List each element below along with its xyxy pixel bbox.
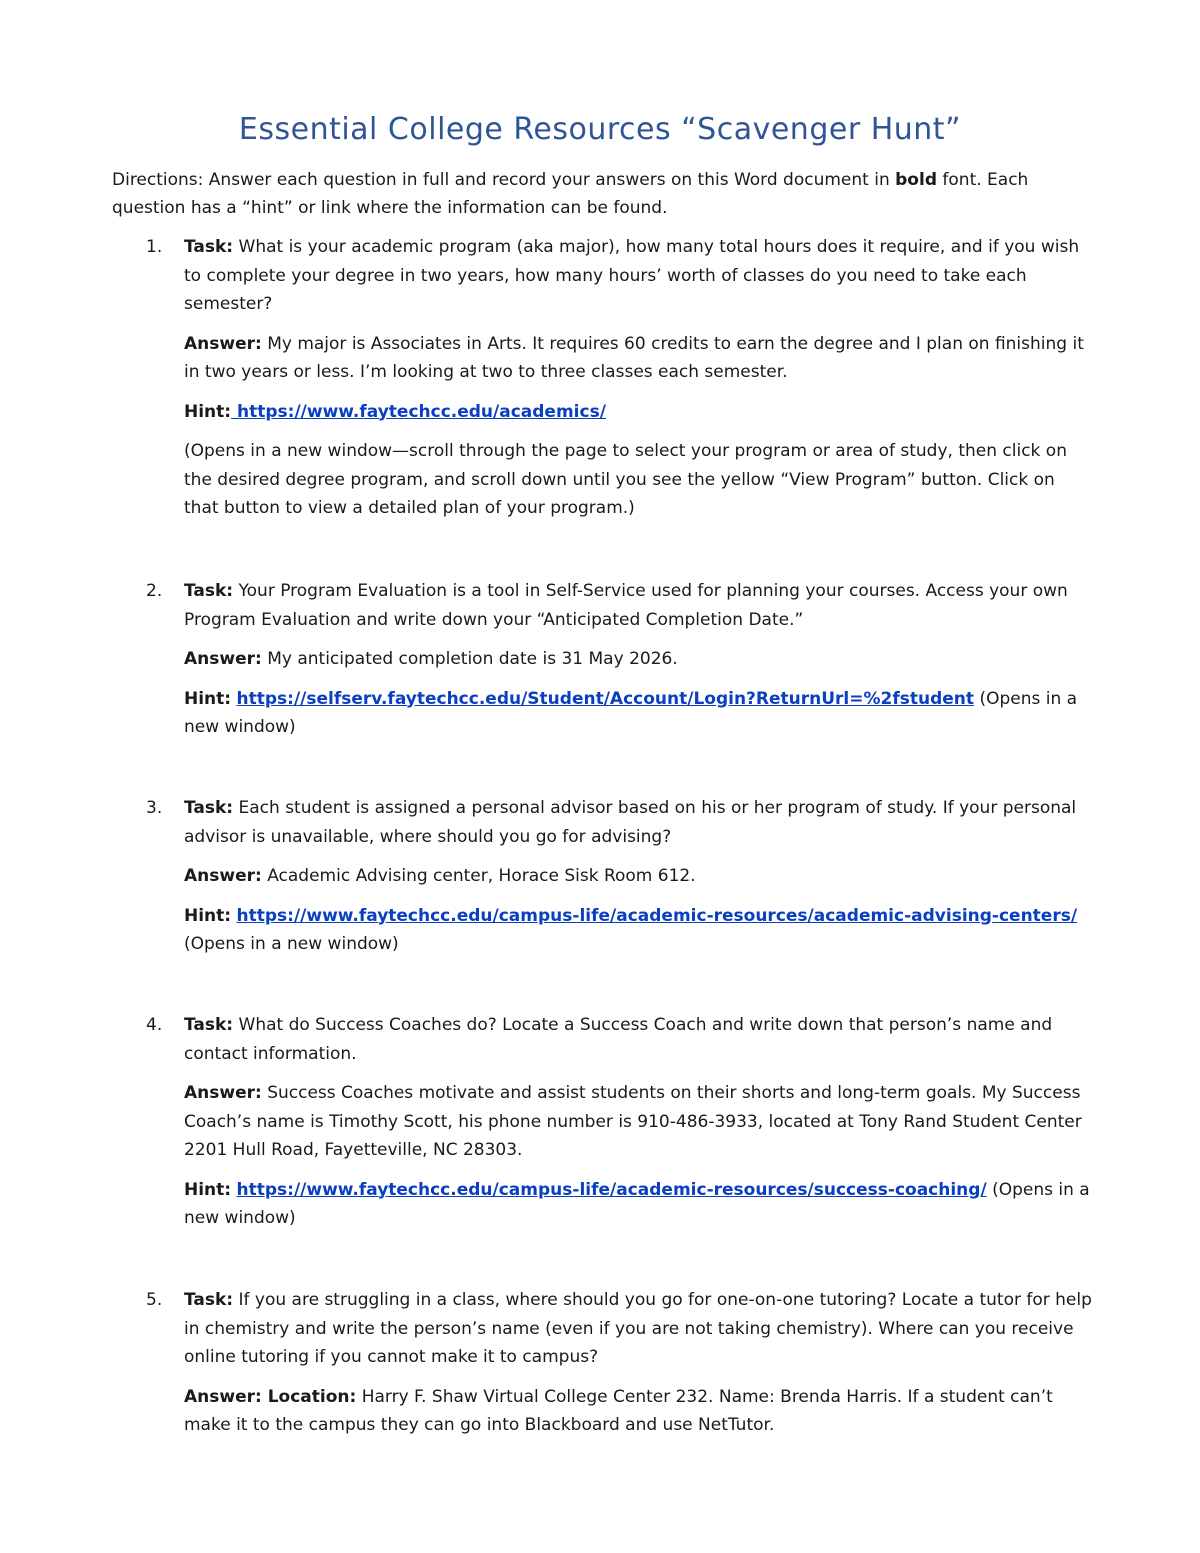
question-number: 5. [146,1290,163,1310]
hint-paragraph [184,398,1092,427]
question-number: 3. [146,798,163,818]
hint-label: Hint: [184,1179,232,1200]
hint-link[interactable]: https://www.faytechcc.edu/campus-life/academic-resources/academic-advising-centers/ [236,905,1078,926]
task-label: Task: [184,1015,234,1035]
task-paragraph [184,1011,1092,1068]
directions-paragraph [112,166,1072,222]
task-paragraph [184,577,1092,634]
question-number: 1. [146,237,163,257]
task-text: Your Program Evaluation is a tool in Self-Service used for planning your courses. Access your own Program Evaluation and write down your “Anticipated Completion Date.” [184,581,1068,630]
question-3 [112,794,1092,970]
answer-location-label: Location: [261,1386,357,1407]
answer-text: My major is Associates in Arts. It requires 60 credits to earn the degree and I plan on finishing it in two years or less. I’m looking at two to three classes each semester. [184,333,1084,382]
answer-paragraph [184,1079,1092,1165]
question-5 [112,1286,1092,1451]
answer-label: Answer: [184,866,262,886]
directions-text: Directions: Answer each question in full and record your answers on this Word document in [112,170,896,190]
task-paragraph [184,1286,1092,1372]
hint-paragraph [184,902,1092,959]
answer-label: Answer: [184,1386,262,1407]
hint-note: (Opens in a new window) [184,1179,1090,1228]
task-paragraph [184,794,1092,851]
task-label: Task: [184,237,234,257]
question-number: 2. [146,581,163,601]
hint-note: (Opens in a new window—scroll through the page to select your program or area of study, then click on the desired degree program, and scroll down until you see the yellow “View Program” button. Click on that button to view a detailed plan of your program.) [184,441,1067,518]
question-number: 4. [146,1015,163,1035]
directions-text-end: font. Each question has a “hint” or link where the information can be found. [112,170,1029,218]
task-text: Each student is assigned a personal advisor based on his or her program of study. If your personal advisor is unavailable, where should you go for advising? [184,798,1077,847]
answer-paragraph [184,862,1092,891]
question-1 [112,233,1092,534]
hint-paragraph [184,685,1092,742]
answer-text: Success Coaches motivate and assist students on their shorts and long-term goals. My Success Coach’s name is Timothy Scott, his phone number is 910-486-3933, located at Tony Rand Student Center 2201 Hull Road, Fayetteville, NC 28303. [184,1083,1082,1160]
answer-paragraph [184,1383,1092,1440]
hint-label: Hint: [184,688,232,709]
answer-text: My anticipated completion date is 31 May 2026. [261,649,678,669]
answer-paragraph [184,330,1092,387]
answer-label: Answer: [184,1083,262,1103]
task-paragraph [184,233,1092,319]
hint-link[interactable]: https://www.faytechcc.edu/campus-life/academic-resources/success-coaching/ [236,1179,987,1200]
answer-text: Academic Advising center, Horace Sisk Room 612. [261,866,696,886]
task-text: What do Success Coaches do? Locate a Success Coach and write down that person’s name and contact information. [184,1015,1053,1064]
task-label: Task: [184,798,234,818]
answer-text: Harry F. Shaw Virtual College Center 232. Name: Brenda Harris. If a student can’t make it to the campus they can go into Blackboard and use NetTutor. [184,1386,1053,1435]
task-text: What is your academic program (aka major), how many total hours does it require, and if you wish to complete your degree in two years, how many hours’ worth of classes do you need to take each semester? [184,237,1080,314]
answer-paragraph [184,645,1092,674]
task-text: If you are struggling in a class, where should you go for one-on-one tutoring? Locate a tutor for help in chemistry and write the person’s name (even if you are not taking chemistry). Where can you receive online tutoring if you cannot make it to campus? [184,1290,1092,1367]
directions-bold-word: bold [895,170,937,190]
hint-label: Hint: [184,401,232,422]
task-label: Task: [184,1290,234,1310]
document-title: Essential College Resources “Scavenger Hunt” [238,112,962,147]
answer-label: Answer: [184,649,262,669]
hint-note: (Opens in a new window) [184,934,399,954]
hint-label: Hint: [184,905,232,926]
hint-link[interactable]: https://www.faytechcc.edu/academics/ [231,401,606,422]
answer-label: Answer: [184,333,262,354]
hint-paragraph [184,1176,1092,1233]
task-label: Task: [184,581,234,601]
question-4 [112,1011,1092,1244]
hint-note: (Opens in a new window) [184,688,1078,737]
hint-link[interactable]: https://selfserv.faytechcc.edu/Student/Account/Login?ReturnUrl=%2fstudent [236,688,975,709]
question-2 [112,577,1092,753]
